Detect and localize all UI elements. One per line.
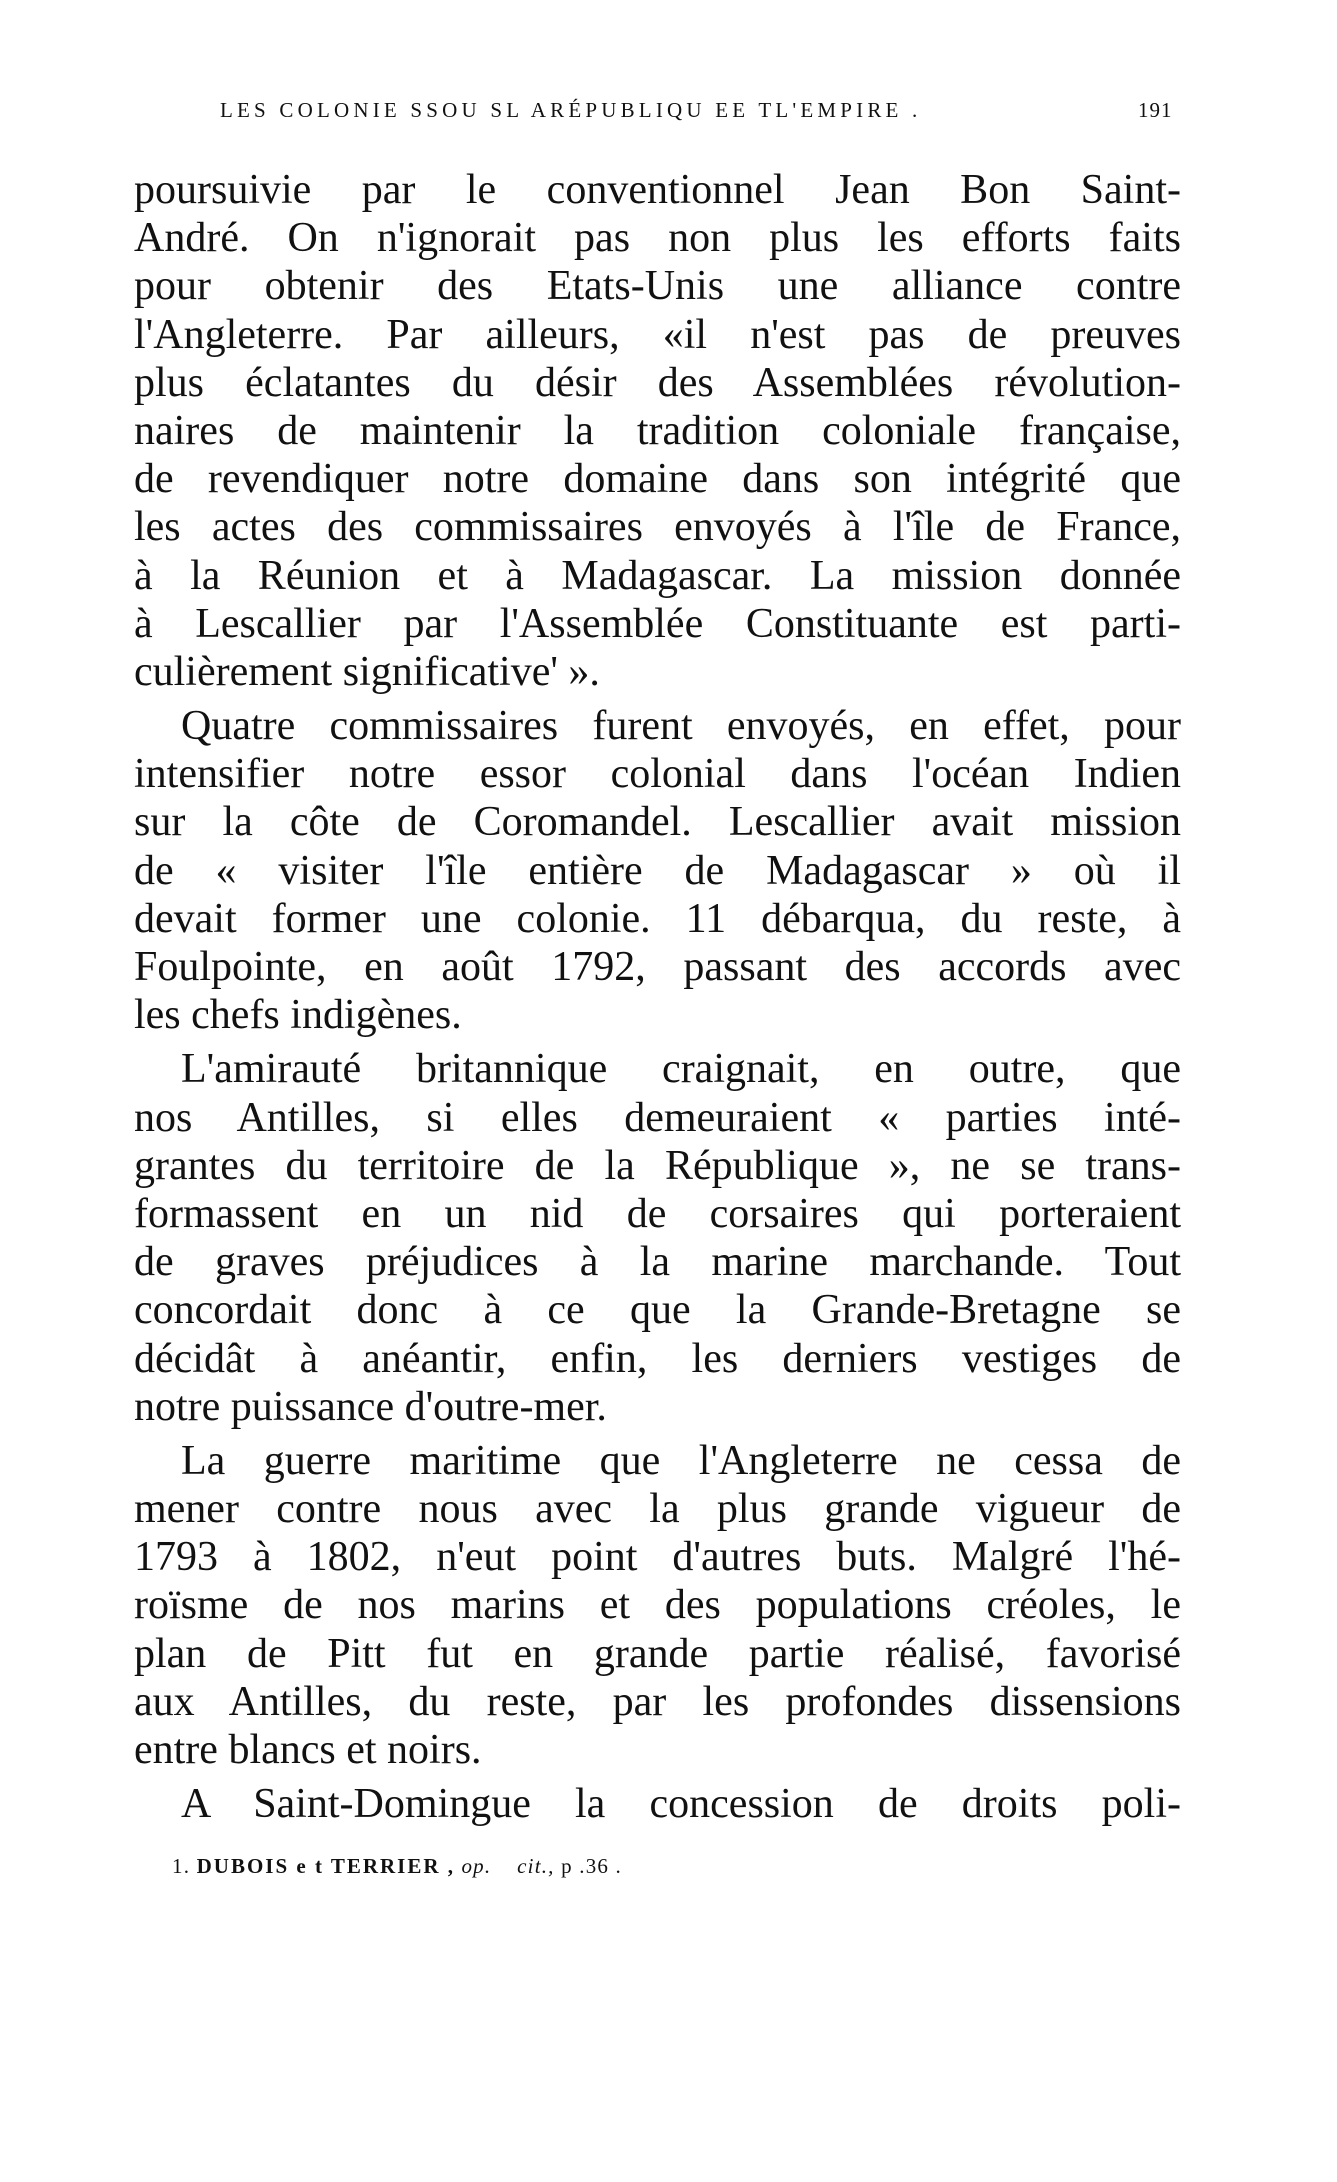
- text-line: l'Angleterre. Par ailleurs, «il n'est pas de preuves: [134, 311, 1181, 358]
- paragraph-4: [134, 1437, 1181, 1774]
- text-line: sur la côte de Coromandel. Lescallier avait mission: [134, 799, 1181, 846]
- text-line: de graves préjudices à la marine marchande. Tout: [134, 1239, 1181, 1286]
- footnote-authors: DUBOIS e t TERRIER ,: [196, 1854, 456, 1878]
- text-line: les chefs indigènes.: [134, 992, 462, 1039]
- text-line: poursuivie par le conventionnel Jean Bon Saint-: [134, 167, 1181, 213]
- footnote-op: op.: [461, 1854, 492, 1878]
- text-line: pour obtenir des Etats-Unis une alliance contre: [134, 263, 1181, 310]
- footnote-page-ref: p .36 .: [561, 1854, 622, 1878]
- paragraph-2: [134, 702, 1181, 1039]
- text-line: plus éclatantes du désir des Assemblées révolution-: [134, 359, 1181, 406]
- paragraph-3: [134, 1045, 1181, 1431]
- body-text: [134, 166, 1181, 1828]
- text-line: plan de Pitt fut en grande partie réalisé, favorisé: [134, 1630, 1181, 1677]
- text-line: naires de maintenir la tradition coloniale française,: [134, 407, 1181, 454]
- running-head-title: LES COLONIE SSOU SL ARÉPUBLIQU EE TL'EMPIRE .: [220, 98, 922, 122]
- text-line: les actes des commissaires envoyés à l'île de France,: [134, 504, 1181, 551]
- text-line: intensifier notre essor colonial dans l'océan Indien: [134, 751, 1181, 798]
- paragraph-5: [134, 1780, 1181, 1828]
- text-line: mener contre nous avec la plus grande vigueur de: [134, 1486, 1181, 1533]
- paragraph-1: [134, 166, 1181, 696]
- text-line: formassent en un nid de corsaires qui porteraient: [134, 1190, 1181, 1237]
- text-line: L'amirauté britannique craignait, en outre, que: [181, 1046, 1181, 1093]
- footnote: [172, 1854, 622, 1879]
- text-line: à la Réunion et à Madagascar. La mission donnée: [134, 552, 1181, 599]
- text-line: La guerre maritime que l'Angleterre ne cessa de: [181, 1437, 1181, 1484]
- text-line: décidât à anéantir, enfin, les derniers vestiges de: [134, 1335, 1181, 1382]
- text-line: grantes du territoire de la République », ne se trans-: [134, 1142, 1181, 1189]
- running-head: [220, 98, 1180, 128]
- text-line: Foulpointe, en août 1792, passant des accords avec: [134, 944, 1181, 990]
- text-line: Quatre commissaires furent envoyés, en effet, pour: [181, 703, 1181, 750]
- footnote-cit: cit.,: [517, 1854, 555, 1878]
- page-number: 191: [1138, 98, 1173, 122]
- text-line: concordait donc à ce que la Grande-Bretagne se: [134, 1287, 1181, 1334]
- text-line: de revendiquer notre domaine dans son intégrité que: [134, 456, 1181, 503]
- text-line: notre puissance d'outre-mer.: [134, 1383, 607, 1430]
- text-line: aux Antilles, du reste, par les profondes dissensions: [134, 1678, 1181, 1725]
- footnote-number: 1.: [172, 1854, 191, 1878]
- text-line: devait former une colonie. 11 débarqua, du reste, à: [134, 895, 1181, 942]
- text-line: à Lescallier par l'Assemblée Constituante est parti-: [134, 600, 1181, 647]
- text-line: nos Antilles, si elles demeuraient « parties inté-: [134, 1094, 1181, 1141]
- text-line: entre blancs et noirs.: [134, 1727, 482, 1773]
- text-line: culièrement significative' ».: [134, 648, 600, 695]
- text-line: 1793 à 1802, n'eut point d'autres buts. Malgré l'hé-: [134, 1534, 1181, 1581]
- text-line: A Saint-Domingue la concession de droits poli-: [181, 1781, 1181, 1828]
- text-line: roïsme de nos marins et des populations créoles, le: [134, 1582, 1181, 1629]
- text-line: André. On n'ignorait pas non plus les efforts faits: [134, 215, 1181, 262]
- text-line: de « visiter l'île entière de Madagascar » où il: [134, 847, 1181, 894]
